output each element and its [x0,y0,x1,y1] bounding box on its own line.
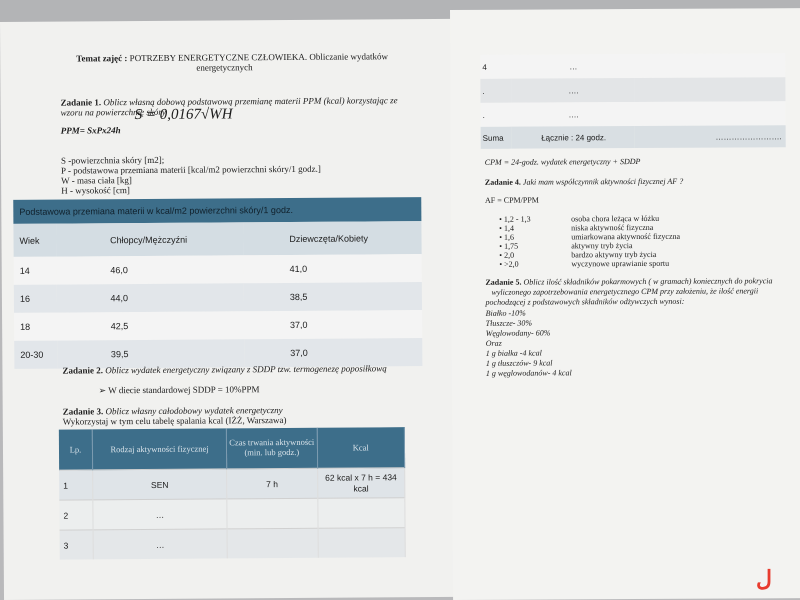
cell-age: 16 [14,285,57,313]
nutrient-carb-share: Węglowodany- 60% [485,328,551,338]
nutrient-oraz: Oraz [485,338,502,348]
cell-boys: 44,0 [56,283,243,312]
task5-text: Oblicz ilość składników pokarmowych ( w gramach) koniecznych do pokrycia [523,276,773,287]
cell-lp: . [480,79,511,103]
cell-lp: 3 [60,530,94,560]
nutrient-fat-kcal: 1 g tłuszczów- 9 kcal [485,358,553,368]
activity-table-continued [480,53,785,149]
task2-text: Oblicz wydatek energetyczny związany z SDDP tzw. termogenezę poposiłkową [105,363,387,376]
af-description: niska aktywność fizyczna [571,222,654,233]
af-description: osoba chora leżąca w łóżku [571,213,660,224]
surface-formula: S = 0,0167√WH [134,106,233,124]
task2-item-text: W diecie standardowej SDDP = 10%PPM [108,384,260,396]
sum-row [481,125,786,149]
cell-duration [227,528,318,558]
cell-duration [227,498,318,529]
cell-activity: SEN [93,469,227,500]
definition-w: W - masa ciała [kg] [61,175,132,186]
definition-s: S -powierzchnia skóry [m2]; [60,154,165,166]
task5-label: Zadanie 5. [485,277,522,287]
header-kcal: Kcal [317,427,405,468]
cell-boys: 39,5 [57,339,244,368]
title-prefix: Temat zajęć : [76,53,128,64]
cpm-formula: CPM = 24-godz. wydatek energetyczny + SDDP [484,157,641,167]
list-item: • 1,6 [499,232,515,242]
left-worksheet-page [0,19,456,600]
task1-text-line2: wzoru na powierzchnię skóry [60,106,166,118]
cell-girls: 41,0 [244,254,422,283]
task3-label: Zadanie 3. [62,406,104,417]
arrow-bullet-icon: ➢ [98,385,107,396]
list-item: • 2,0 [499,250,515,260]
sum-label: Suma [481,127,512,149]
task2-label: Zadanie 2. [62,365,103,376]
af-value: 1,75 [504,241,519,251]
title-line2: energetycznych [196,62,253,73]
ppm-formula: PPM= SxPx24h [60,125,121,136]
cell-activity: …. [511,102,634,127]
cell-boys: 42,5 [57,311,244,340]
af-value: 2,0 [504,250,515,260]
activity-table-header-row [59,427,405,470]
task3-text-line2: Wykorzystaj w tym celu tabelę spalania kcal (IŻŻ, Warszawa) [62,415,287,427]
ppm-table-caption: Podstawowa przemiana materii w kcal/m2 powierzchni skóry/1 godz. [13,197,421,224]
cell-duration: 7 h [227,468,318,499]
list-item: • 1,2 - 1,3 [499,214,531,224]
af-description: bardzo aktywny tryb życia [571,249,657,260]
cell-age: 20-30 [14,341,57,369]
cell-activity: … [93,499,227,530]
af-description: aktywny tryb życia [571,241,633,251]
af-value: 1,6 [503,232,515,242]
task5-intro [485,276,772,287]
task4-label: Zadanie 4. [484,177,521,187]
definition-h: H - wysokość [cm] [61,185,130,196]
header-lp: Lp. [59,429,93,470]
activity-table [59,427,406,559]
af-formula: AF = CPM/PPM [484,195,539,205]
cell-value [634,77,785,102]
cell-lp: . [480,103,511,127]
cell-lp: 2 [59,500,93,530]
watermark-logo-icon: ل [756,566,772,591]
af-value: 1,2 - 1,3 [503,214,531,224]
cell-activity: … [511,54,634,79]
nutrient-protein-share: Białko -10% [485,308,526,318]
table-row [59,468,405,500]
cell-kcal [318,528,406,558]
nutrient-fat-share: Tłuszcze- 30% [485,318,533,328]
af-value: 1,4 [503,223,514,233]
cell-value [634,53,785,78]
list-item: • 1,75 [499,241,519,251]
task4-text: Jaki mam współczynnik aktywności fizycznej AF ? [522,176,684,187]
header-girls: Dziewczęta/Kobiety [243,221,421,255]
header-activity: Rodzaj aktywności fizycznej [92,428,226,469]
cell-lp: 4 [480,55,511,79]
task2-intro [62,363,386,375]
cell-girls: 38,5 [244,282,422,311]
sum-value: Łącznie : 24 godz. [512,126,635,149]
list-item: • 1,4 [499,223,514,233]
cell-girls: 37,0 [244,310,422,339]
definition-p: P - podstawowa przemiana materii [kcal/m2 powierzchni skóry/1 godz.] [61,163,321,176]
right-worksheet-page [450,8,800,600]
task4-intro [485,177,683,187]
sum-blank: ……………………. [635,125,786,148]
table-row [480,53,785,79]
table-row [480,101,785,127]
header-boys: Chłopcy/Mężczyźni [56,222,244,256]
table-row [480,77,785,103]
header-duration: Czas trwania aktywności (min. lub godz.) [226,428,317,469]
table-row [60,528,406,560]
cell-value [634,101,785,126]
title-main: POTRZEBY ENERGETYCZNE CZŁOWIEKA. Obliczanie wydatków [129,51,389,64]
af-value: >2,0 [504,259,519,269]
task1-text: Oblicz własną dobową podstawową przemianę materii PPM (kcal) korzystając ze [103,95,398,108]
cell-lp: 1 [59,470,93,500]
af-description: umiarkowana aktywność fizyczna [571,231,681,242]
nutrient-protein-kcal: 1 g białka -4 kcal [485,348,542,358]
task2-item [99,384,260,396]
af-description: wyczynowe uprawianie sportu [571,258,670,269]
list-item: • >2,0 [499,259,519,269]
cell-boys: 46,0 [56,255,243,284]
task3-text: Oblicz własny całodobowy wydatek energetyczny [105,405,283,417]
cell-age: 18 [14,313,57,341]
cell-girls: 37,0 [244,338,422,367]
ppm-table-header-row [13,221,421,257]
ppm-table [13,197,422,369]
header-age: Wiek [13,224,56,257]
cell-kcal: 62 kcal x 7 h = 434 kcal [317,468,405,499]
table-row [59,498,405,530]
table-row [14,282,422,313]
cell-activity: …. [511,78,634,103]
cell-age: 14 [14,257,57,285]
cell-activity: … [93,529,227,559]
table-row [14,310,422,341]
task5-text-line3: pochodzącej z podstawowych składników odżywczych wynosi: [485,296,685,307]
cell-kcal [317,498,405,529]
task5-text-line2: wyliczonego zapotrzebowania energetycznego CPM przy założeniu, że ilość energii [491,286,759,297]
table-row [14,254,422,285]
task1-label: Zadanie 1. [60,97,102,108]
nutrient-carb-kcal: 1 g węglowodanów- 4 kcal [485,368,572,378]
